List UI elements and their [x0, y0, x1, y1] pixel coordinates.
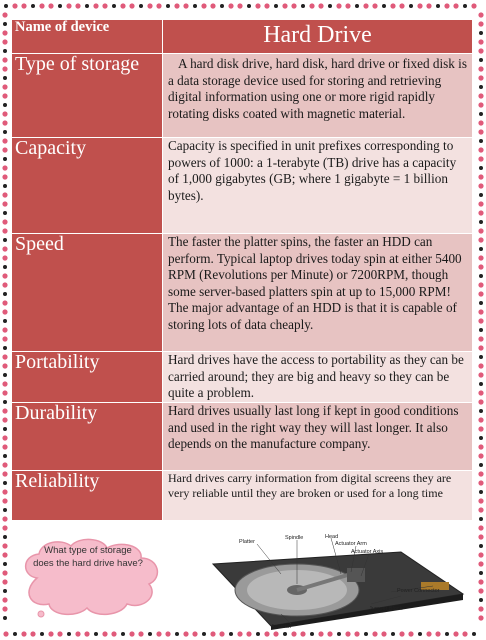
border-dot — [478, 345, 483, 350]
border-dot — [192, 631, 197, 636]
border-dot — [478, 129, 483, 134]
capacity-text: Capacity is specified in unit prefixes corresponding to powers of 1000: a 1-terabyte (TB) drive has a capacity of 1,000 gigabytes (GB; where 1 gigabyte = 1 billion bytes). — [168, 138, 457, 203]
border-dot — [2, 444, 7, 449]
border-dot — [3, 562, 7, 566]
border-dot — [479, 220, 483, 224]
durability-label: Durability — [15, 402, 98, 424]
border-dot — [202, 632, 206, 636]
label-platter: Platter — [239, 539, 255, 545]
bottom-section — [11, 534, 473, 630]
border-dot — [479, 31, 483, 35]
border-dot — [2, 39, 7, 44]
border-dot — [129, 631, 134, 636]
border-dot — [94, 632, 98, 636]
border-dot — [479, 247, 483, 251]
border-dot — [479, 598, 483, 602]
label-head: Head — [325, 534, 339, 540]
label-jumper-block: Jumper Block — [369, 606, 403, 612]
border-dot — [2, 363, 7, 368]
border-dot — [147, 3, 152, 8]
label-actuator: Actuator — [271, 624, 292, 630]
border-dot — [3, 631, 8, 636]
capacity-label: Capacity — [15, 137, 87, 159]
border-dot — [426, 3, 431, 8]
border-dot — [478, 336, 483, 341]
border-dot — [478, 210, 483, 215]
border-dot — [3, 508, 7, 512]
border-dot — [30, 631, 35, 636]
name-of-device-label: Name of device — [15, 19, 110, 35]
border-dot — [478, 75, 483, 80]
border-dot — [435, 631, 440, 636]
speed-label: Speed — [15, 233, 64, 255]
border-dot — [479, 517, 483, 521]
border-dot — [112, 4, 116, 8]
border-dot — [408, 631, 413, 636]
row-label-cell — [12, 138, 163, 234]
header-value-cell — [163, 20, 473, 54]
border-dot — [478, 102, 483, 107]
border-dot — [291, 3, 296, 8]
border-dot — [282, 3, 287, 8]
border-dot — [2, 570, 7, 575]
border-dot — [2, 201, 7, 206]
hard-drive-diagram — [201, 534, 473, 630]
border-dot — [2, 147, 7, 152]
border-dot — [3, 76, 7, 80]
border-dot — [478, 372, 483, 377]
border-dot — [129, 3, 134, 8]
border-dot — [479, 139, 483, 143]
label-power-connector: Power Connector — [397, 588, 440, 594]
border-dot — [2, 543, 7, 548]
label-actuator-axis: Actuator Axis — [351, 549, 384, 555]
border-dot — [309, 3, 314, 8]
border-dot — [381, 631, 386, 636]
border-dot — [2, 174, 7, 179]
border-dot — [399, 3, 404, 8]
border-dot — [478, 120, 483, 125]
border-dot — [75, 631, 80, 636]
border-dot — [478, 399, 483, 404]
border-dot — [274, 4, 278, 8]
border-dot — [2, 66, 7, 71]
label-actuator-arm: Actuator Arm — [335, 541, 367, 547]
border-dot — [478, 309, 483, 314]
border-dot — [300, 631, 305, 636]
border-dot — [479, 112, 483, 116]
border-dot — [3, 346, 7, 350]
table-row-portability — [12, 352, 473, 403]
border-dot — [2, 498, 7, 503]
border-dot — [166, 4, 170, 8]
border-dot — [3, 427, 7, 431]
border-dot — [479, 193, 483, 197]
border-dot — [478, 552, 483, 557]
border-dot — [2, 57, 7, 62]
portability-label: Portability — [15, 351, 100, 373]
border-dot — [13, 632, 17, 636]
border-dot — [2, 255, 7, 260]
border-dot — [463, 4, 467, 8]
row-value-cell — [163, 352, 473, 403]
border-dot — [363, 3, 368, 8]
border-dot — [479, 463, 483, 467]
border-dot — [478, 390, 483, 395]
border-dot — [478, 12, 483, 17]
border-dot — [3, 130, 7, 134]
border-dot — [2, 300, 7, 305]
border-dot — [210, 3, 215, 8]
border-dot — [445, 632, 449, 636]
border-dot — [345, 3, 350, 8]
border-dot — [3, 157, 7, 161]
border-dot — [175, 632, 179, 636]
border-dot — [479, 571, 483, 575]
type-of-storage-label: Type of storage — [15, 53, 140, 75]
border-dot — [478, 21, 483, 26]
border-dot — [3, 373, 7, 377]
table-row-type-of-storage — [12, 54, 473, 138]
border-dot — [264, 631, 269, 636]
border-dot — [453, 3, 458, 8]
device-info-table-frame — [11, 19, 473, 521]
border-dot — [2, 93, 7, 98]
border-dot — [318, 3, 323, 8]
border-dot — [2, 552, 7, 557]
border-dot — [121, 632, 125, 636]
border-dot — [478, 255, 483, 260]
border-dot — [210, 631, 215, 636]
row-label-cell — [12, 54, 163, 138]
border-dot — [2, 111, 7, 116]
border-dot — [2, 516, 7, 521]
border-dot — [478, 201, 483, 206]
border-dot — [478, 363, 483, 368]
row-label-cell — [12, 471, 163, 521]
border-dot — [391, 632, 395, 636]
border-dot — [478, 444, 483, 449]
border-dot — [2, 84, 7, 89]
border-dot — [337, 632, 341, 636]
border-dot — [2, 471, 7, 476]
border-dot — [58, 4, 62, 8]
row-value-cell — [163, 138, 473, 234]
border-dot — [478, 291, 483, 296]
border-dot — [2, 192, 7, 197]
border-dot — [3, 211, 7, 215]
border-dot — [478, 525, 483, 530]
border-dot — [479, 382, 483, 386]
border-dot — [2, 417, 7, 422]
border-dot — [399, 631, 404, 636]
border-dot — [283, 632, 287, 636]
border-dot — [372, 631, 377, 636]
border-dot — [66, 3, 71, 8]
border-dot — [478, 453, 483, 458]
border-dot — [3, 319, 7, 323]
border-dot — [291, 631, 296, 636]
reliability-text: Hard drives carry information from digital screens they are very reliable until they are broken or used for a long time — [168, 471, 452, 500]
border-dot — [2, 327, 7, 332]
border-dot — [478, 174, 483, 179]
row-value-cell — [163, 234, 473, 352]
row-label-cell — [12, 352, 163, 403]
border-dot — [3, 292, 7, 296]
border-dot — [2, 606, 7, 611]
border-dot — [328, 4, 332, 8]
border-dot — [2, 354, 7, 359]
border-dot — [479, 355, 483, 359]
reliability-label: Reliability — [15, 470, 100, 492]
border-dot — [479, 58, 483, 62]
border-dot — [478, 264, 483, 269]
border-dot — [93, 3, 98, 8]
border-dot — [478, 498, 483, 503]
border-dot — [478, 534, 483, 539]
border-dot — [21, 3, 26, 8]
row-label-cell — [12, 234, 163, 352]
border-dot — [193, 4, 197, 8]
device-name-title: Hard Drive — [263, 22, 372, 48]
border-dot — [3, 265, 7, 269]
border-dot — [472, 632, 476, 636]
border-dot — [2, 228, 7, 233]
border-dot — [3, 49, 7, 53]
border-dot — [479, 436, 483, 440]
border-dot — [85, 4, 89, 8]
border-dot — [156, 3, 161, 8]
border-dot — [478, 183, 483, 188]
border-dot — [273, 631, 278, 636]
border-dot — [462, 631, 467, 636]
border-dot — [327, 631, 332, 636]
table-row-reliability — [12, 471, 473, 521]
border-dot — [2, 12, 7, 17]
border-dot — [139, 4, 143, 8]
header-label-cell — [12, 20, 163, 54]
border-dot — [21, 631, 26, 636]
border-dot — [229, 632, 233, 636]
border-dot — [478, 48, 483, 53]
border-dot — [48, 631, 53, 636]
border-dot — [479, 301, 483, 305]
border-dot — [3, 535, 7, 539]
border-dot — [478, 588, 483, 593]
border-dot — [2, 282, 7, 287]
border-dot — [364, 632, 368, 636]
row-value-cell — [163, 54, 473, 138]
border-dot — [478, 561, 483, 566]
border-dot — [382, 4, 386, 8]
border-dot — [228, 3, 233, 8]
border-dot — [220, 4, 224, 8]
border-dot — [354, 631, 359, 636]
border-dot — [3, 184, 7, 188]
border-dot — [148, 632, 152, 636]
border-dot — [12, 3, 17, 8]
border-dot — [183, 3, 188, 8]
border-dot — [102, 631, 107, 636]
border-dot — [247, 4, 251, 8]
border-dot — [156, 631, 161, 636]
border-dot — [301, 4, 305, 8]
border-dot — [67, 632, 71, 636]
border-dot — [138, 631, 143, 636]
border-dot — [478, 93, 483, 98]
border-dot — [256, 632, 260, 636]
border-dot — [165, 631, 170, 636]
border-dot — [3, 22, 7, 26]
border-dot — [478, 471, 483, 476]
border-dot — [201, 3, 206, 8]
border-dot — [479, 544, 483, 548]
border-dot — [2, 462, 7, 467]
border-dot — [478, 282, 483, 287]
border-dot — [478, 480, 483, 485]
border-dot — [478, 147, 483, 152]
border-dot — [444, 3, 449, 8]
border-dot — [426, 631, 431, 636]
border-dot — [478, 615, 483, 620]
border-dot — [219, 631, 224, 636]
row-label-cell — [12, 403, 163, 471]
border-dot — [75, 3, 80, 8]
table-row-speed — [12, 234, 473, 352]
border-dot — [479, 85, 483, 89]
type-of-storage-text: A hard disk drive, hard disk, hard drive or fixed disk is a data storage device used for storing and retrieving digital information using one or more rigid rapidly rotating disks coated with magnetic material. — [168, 56, 467, 121]
border-dot — [102, 3, 107, 8]
border-dot — [478, 579, 483, 584]
border-dot — [2, 309, 7, 314]
border-dot — [479, 166, 483, 170]
border-dot — [2, 246, 7, 251]
border-dot — [3, 400, 7, 404]
border-dot — [418, 632, 422, 636]
border-dot — [453, 631, 458, 636]
border-dot — [2, 489, 7, 494]
border-dot — [336, 3, 341, 8]
border-dot — [3, 616, 7, 620]
border-dot — [355, 4, 359, 8]
border-dot — [2, 381, 7, 386]
border-dot — [2, 120, 7, 125]
border-dot — [2, 579, 7, 584]
border-dot — [84, 631, 89, 636]
border-dot — [57, 631, 62, 636]
border-dot — [478, 318, 483, 323]
border-dot — [479, 490, 483, 494]
border-dot — [2, 525, 7, 530]
border-dot — [3, 481, 7, 485]
border-dot — [246, 631, 251, 636]
border-dot — [478, 426, 483, 431]
border-dot — [478, 66, 483, 71]
border-dot — [478, 237, 483, 242]
table-row-capacity — [12, 138, 473, 234]
row-value-cell — [163, 403, 473, 471]
border-dot — [2, 138, 7, 143]
table-header-row — [12, 20, 473, 54]
border-dot — [478, 417, 483, 422]
border-dot — [479, 409, 483, 413]
border-dot — [345, 631, 350, 636]
border-dot — [3, 238, 7, 242]
border-dot — [2, 390, 7, 395]
border-dot — [372, 3, 377, 8]
border-dot — [478, 228, 483, 233]
speed-text: The faster the platter spins, the faster an HDD can perform. Typical laptop drives today spin at either 5400 RPM (Revolutions per Minute) or 7200RPM, though some server-based platters spin at up to 15,000 RPM! The major advantage of an HDD is that it is capable of storing lots of data cheaply. — [168, 234, 462, 332]
row-value-cell — [163, 471, 473, 521]
border-dot — [237, 3, 242, 8]
border-dot — [478, 606, 483, 611]
label-spindle: Spindle — [285, 535, 304, 541]
border-dot — [111, 631, 116, 636]
border-dot — [183, 631, 188, 636]
border-dot — [478, 507, 483, 512]
border-dot — [478, 39, 483, 44]
border-dot — [31, 4, 35, 8]
border-dot — [237, 631, 242, 636]
border-dot — [255, 3, 260, 8]
border-dot — [3, 454, 7, 458]
device-info-table — [11, 19, 473, 521]
border-dot — [2, 273, 7, 278]
border-dot — [310, 632, 314, 636]
border-dot — [174, 3, 179, 8]
border-dot — [2, 30, 7, 35]
border-dot — [436, 4, 440, 8]
border-dot — [40, 632, 44, 636]
border-dot — [2, 408, 7, 413]
border-dot — [479, 274, 483, 278]
border-dot — [409, 4, 413, 8]
border-dot — [417, 3, 422, 8]
callout-question: What type of storage does the hard drive have? — [33, 545, 143, 569]
border-dot — [39, 3, 44, 8]
durability-text: Hard drives usually last long if kept in good conditions and used in the right way they will last longer. It also depends on the manufacture company. — [168, 403, 459, 452]
border-dot — [3, 103, 7, 107]
border-dot — [3, 589, 7, 593]
border-dot — [2, 435, 7, 440]
border-dot — [318, 631, 323, 636]
border-dot — [120, 3, 125, 8]
portability-text: Hard drives have the access to portability as they can be carried around; they are big and heavy so they can be quite a problem. — [168, 352, 464, 401]
border-dot — [478, 156, 483, 161]
table-row-durability — [12, 403, 473, 471]
border-dot — [479, 328, 483, 332]
border-dot — [2, 336, 7, 341]
border-dot — [2, 165, 7, 170]
border-dot — [4, 4, 8, 8]
border-dot — [471, 3, 476, 8]
border-dot — [2, 597, 7, 602]
border-dot — [48, 3, 53, 8]
border-dot — [264, 3, 269, 8]
border-dot — [390, 3, 395, 8]
border-dot — [2, 219, 7, 224]
